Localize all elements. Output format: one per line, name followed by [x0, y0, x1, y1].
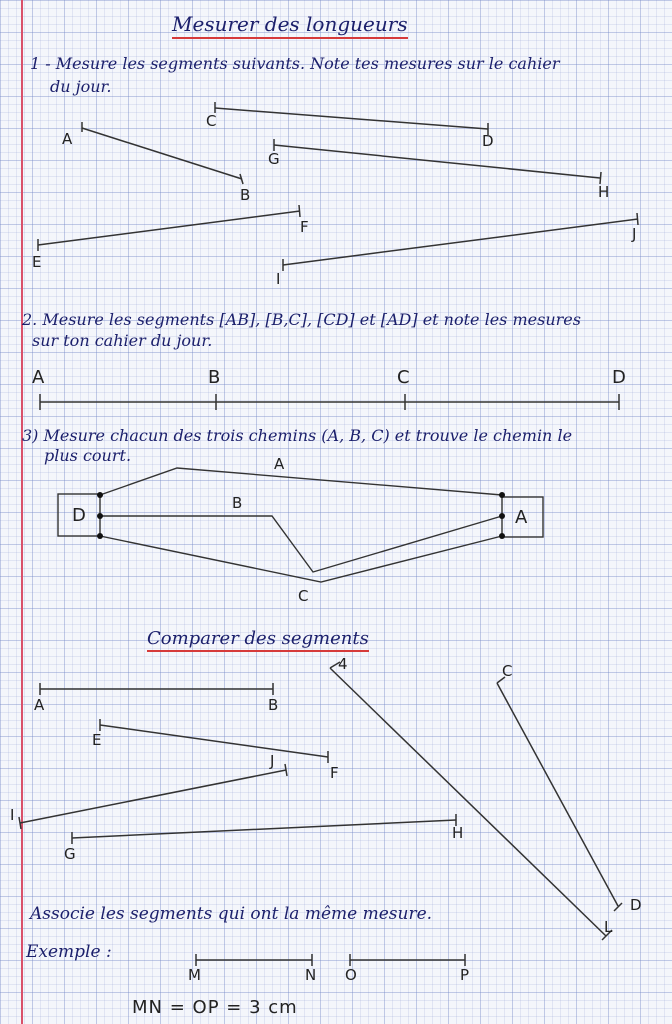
path-a: [100, 468, 502, 495]
example-label: Exemple :: [26, 942, 112, 962]
path-b: [100, 516, 502, 572]
segment-ef: [38, 205, 300, 251]
compare-label-e: E: [92, 731, 102, 749]
path-label-a: A: [274, 455, 285, 473]
point-label-e: E: [32, 253, 42, 271]
path-c: [100, 536, 502, 582]
box-label-a: A: [515, 507, 528, 528]
exercise-1-instruction-line1: 1 - Mesure les segments suivants. Note tes mesures sur le cahier: [30, 54, 560, 73]
exercise-2-instruction-line2: sur ton cahier du jour.: [32, 331, 213, 350]
compare-label-a: A: [34, 696, 45, 714]
compare-label-h: H: [452, 824, 464, 842]
segment-gh: [274, 139, 601, 184]
compare-label-g: G: [64, 845, 76, 863]
segment-ab: [82, 122, 243, 184]
compare-segment-cd: [497, 677, 622, 911]
point-label-h: H: [598, 183, 610, 201]
compare-label-i: I: [10, 806, 15, 824]
paths-diagram: [58, 468, 543, 582]
compare-instruction: Associe les segments qui ont la même mesure.: [30, 904, 433, 924]
example-label-o: O: [345, 966, 357, 984]
point-label-j: J: [632, 225, 637, 243]
point-label-i: I: [276, 270, 281, 288]
compare-label-4: 4: [338, 655, 348, 673]
point-label-a: A: [62, 130, 73, 148]
example-label-p: P: [460, 966, 470, 984]
compare-segment-long: [330, 662, 612, 940]
compare-label-j: J: [270, 752, 275, 770]
line-label-a: A: [32, 367, 45, 388]
point-label-b: B: [240, 186, 251, 204]
compare-label-l: L: [604, 918, 613, 936]
compare-title: Comparer des segments: [147, 628, 369, 652]
point-label-c: C: [206, 112, 217, 130]
example-equation: MN = OP = 3 cm: [132, 997, 298, 1018]
segment-ij: [283, 213, 638, 271]
compare-segment-ij: [19, 764, 287, 829]
compare-label-b: B: [268, 696, 279, 714]
exercise-3-instruction-line1: 3) Mesure chacun des trois chemins (A, B, C) et trouve le chemin le: [22, 426, 573, 445]
example-label-n: N: [305, 966, 317, 984]
point-label-g: G: [268, 150, 280, 168]
compare-label-c: C: [502, 662, 513, 680]
example-segment-mn: [196, 954, 312, 966]
box-label-d: D: [72, 505, 86, 526]
path-label-c: C: [298, 587, 309, 605]
exercise-2-instruction-line1: 2. Mesure les segments [AB], [B,C], [CD] et [AD] et note les mesures: [22, 310, 581, 329]
line-label-c: C: [397, 367, 410, 388]
point-label-d: D: [482, 132, 494, 150]
compare-segment-ab: [40, 683, 273, 695]
example-segment-op: [350, 954, 465, 966]
compare-segment-ef: [100, 719, 328, 763]
point-label-f: F: [300, 218, 309, 236]
line-label-d: D: [612, 367, 626, 388]
exercise-3-instruction-line2: plus court.: [44, 446, 132, 465]
compare-segment-gh: [72, 814, 456, 844]
path-label-b: B: [232, 494, 243, 512]
exercise-1-instruction-line2: du jour.: [50, 77, 112, 96]
compare-label-f: F: [330, 764, 339, 782]
example-label-m: M: [188, 966, 201, 984]
page-title: Mesurer des longueurs: [172, 12, 408, 39]
segment-ad-with-points: [40, 394, 619, 410]
segment-cd: [215, 102, 488, 135]
compare-label-d: D: [630, 896, 642, 914]
line-label-b: B: [208, 367, 221, 388]
